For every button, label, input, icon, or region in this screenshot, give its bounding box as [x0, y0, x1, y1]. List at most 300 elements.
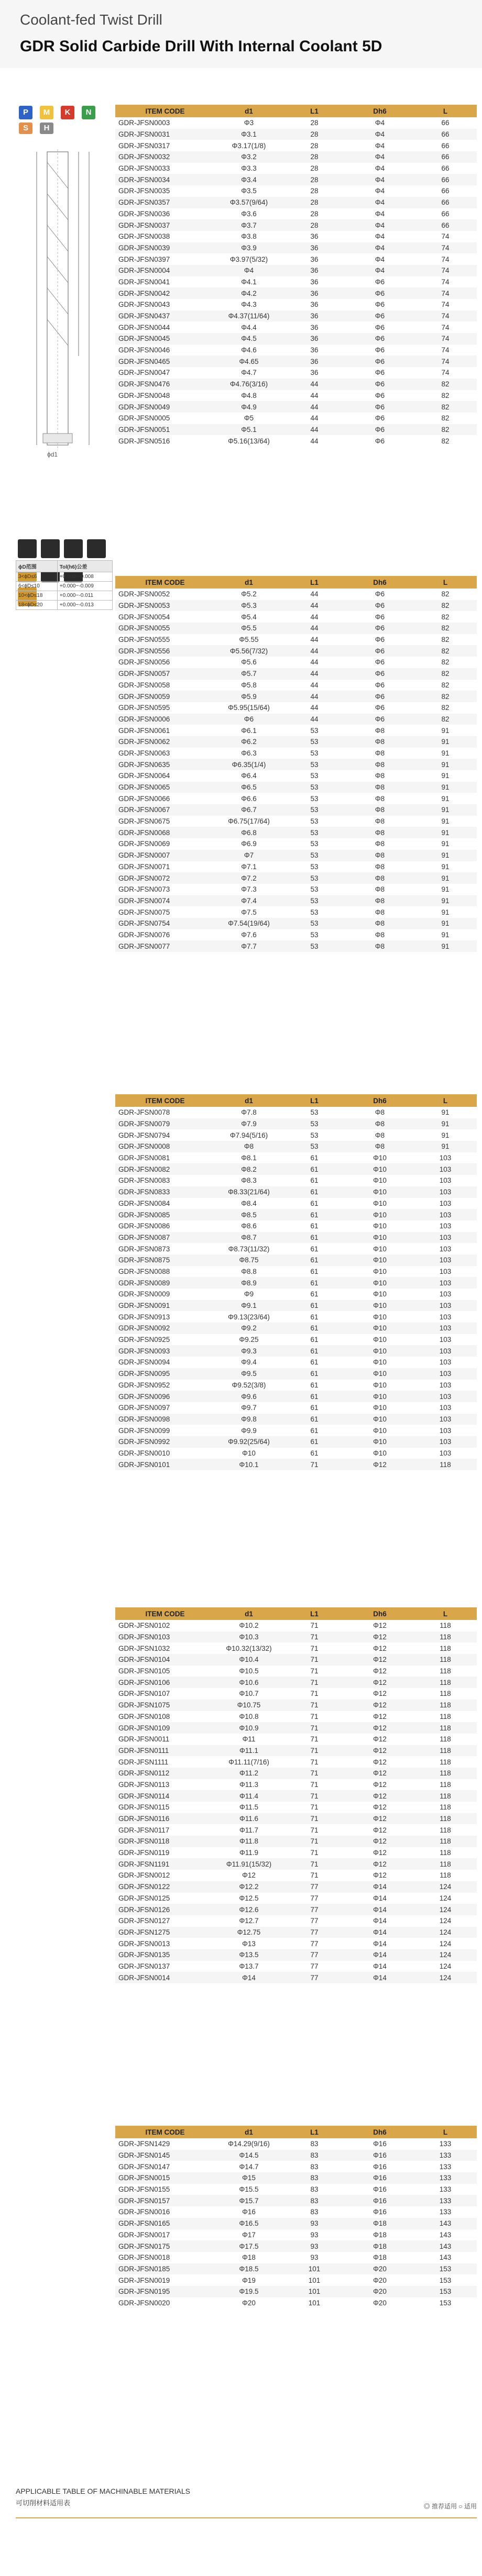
dh6-cell: Φ20 — [346, 2263, 414, 2275]
item-code-cell: GDR-JFSN0034 — [115, 174, 215, 185]
dh6-cell: Φ6 — [346, 657, 414, 668]
d1-cell: Φ9.6 — [215, 1391, 283, 1402]
item-code-cell: GDR-JFSN0088 — [115, 1266, 215, 1278]
dh6-cell: Φ4 — [346, 242, 414, 254]
l1-cell: 44 — [283, 600, 346, 612]
item-code-cell: GDR-JFSN0476 — [115, 379, 215, 390]
d1-cell: Φ6.35(1/4) — [215, 759, 283, 770]
dh6-cell: Φ6 — [346, 413, 414, 424]
table-row — [115, 321, 477, 333]
item-code-cell: GDR-JFSN0014 — [115, 1972, 215, 1983]
l1-cell: 61 — [283, 1334, 346, 1346]
item-code-cell: GDR-JFSN0556 — [115, 645, 215, 657]
l-cell: 91 — [414, 759, 477, 770]
dh6-cell: Φ12 — [346, 1734, 414, 1745]
d1-cell: Φ17 — [215, 2229, 283, 2241]
d1-cell: Φ6.3 — [215, 748, 283, 759]
l-cell: 118 — [414, 1654, 477, 1665]
dh6-cell: Φ10 — [346, 1209, 414, 1220]
dh6-cell: Φ4 — [346, 231, 414, 242]
l1-cell: 61 — [283, 1232, 346, 1243]
dh6-cell: Φ6 — [346, 611, 414, 623]
d1-cell: Φ4.1 — [215, 276, 283, 288]
l-cell: 118 — [414, 1836, 477, 1847]
item-code-cell: GDR-JFSN0011 — [115, 1734, 215, 1745]
dh6-cell: Φ10 — [346, 1334, 414, 1346]
item-code-cell: GDR-JFSN0754 — [115, 918, 215, 929]
l-cell: 74 — [414, 299, 477, 310]
table-row — [115, 1802, 477, 1813]
item-code-cell: GDR-JFSN1275 — [115, 1927, 215, 1938]
item-code-cell: GDR-JFSN0032 — [115, 151, 215, 163]
l-cell: 91 — [414, 816, 477, 827]
table-row — [115, 1220, 477, 1232]
d1-cell: Φ6.6 — [215, 793, 283, 804]
l-cell: 118 — [414, 1620, 477, 1631]
table-header-row — [115, 576, 477, 589]
table-row — [115, 1436, 477, 1448]
d1-cell: Φ5.8 — [215, 680, 283, 691]
d1-cell: Φ5.9 — [215, 691, 283, 702]
table-row — [115, 1129, 477, 1141]
dh6-cell: Φ8 — [346, 906, 414, 918]
tolerance-cell: +0.000~-0.008 — [57, 572, 112, 582]
table-row — [115, 782, 477, 793]
table-row — [115, 1654, 477, 1665]
table-row — [115, 1402, 477, 1414]
l1-cell: 36 — [283, 299, 346, 310]
l-cell: 103 — [414, 1436, 477, 1448]
d1-cell: Φ12.2 — [215, 1881, 283, 1893]
d1-cell: Φ11.8 — [215, 1836, 283, 1847]
dh6-cell: Φ12 — [346, 1779, 414, 1791]
d1-cell: Φ6.9 — [215, 838, 283, 850]
d1-cell: Φ7.7 — [215, 940, 283, 952]
dh6-cell: Φ6 — [346, 367, 414, 379]
l-cell: 133 — [414, 2172, 477, 2184]
item-code-cell: GDR-JFSN0016 — [115, 2206, 215, 2218]
item-code-cell: GDR-JFSN0097 — [115, 1402, 215, 1414]
item-code-cell: GDR-JFSN0094 — [115, 1357, 215, 1368]
column-header: L — [414, 576, 477, 589]
d1-cell: Φ4 — [215, 265, 283, 276]
item-code-cell: GDR-JFSN0104 — [115, 1654, 215, 1665]
dh6-cell: Φ18 — [346, 2252, 414, 2263]
l-cell: 118 — [414, 1700, 477, 1711]
table-row — [115, 265, 477, 276]
l1-cell: 77 — [283, 1927, 346, 1938]
table-row — [115, 657, 477, 668]
d1-cell: Φ16.5 — [215, 2218, 283, 2229]
dh6-cell: Φ6 — [346, 600, 414, 612]
table-row — [115, 1938, 477, 1949]
table-row — [115, 413, 477, 424]
table-row — [115, 759, 477, 770]
l1-cell: 53 — [283, 850, 346, 861]
material-n-icon: N — [82, 106, 95, 119]
table-row — [115, 1300, 477, 1312]
l1-cell: 61 — [283, 1243, 346, 1254]
l1-cell: 61 — [283, 1289, 346, 1300]
l-cell: 74 — [414, 333, 477, 345]
d1-cell: Φ5.95(15/64) — [215, 702, 283, 714]
tolerance-cell: 6<ϕD≤10 — [16, 582, 58, 591]
item-code-cell: GDR-JFSN0437 — [115, 310, 215, 322]
item-code-cell: GDR-JFSN0005 — [115, 413, 215, 424]
d1-cell: Φ8 — [215, 1141, 283, 1152]
item-code-cell: GDR-JFSN0675 — [115, 816, 215, 827]
d1-cell: Φ4.4 — [215, 321, 283, 333]
column-header: L1 — [283, 105, 346, 117]
d1-cell: Φ4.37(11/64) — [215, 310, 283, 322]
dh6-cell: Φ10 — [346, 1277, 414, 1289]
l1-cell: 71 — [283, 1870, 346, 1881]
l-cell: 124 — [414, 1961, 477, 1972]
d1-cell: Φ14.7 — [215, 2161, 283, 2172]
l1-cell: 36 — [283, 367, 346, 379]
d1-cell: Φ3.9 — [215, 242, 283, 254]
item-code-cell: GDR-JFSN0013 — [115, 1938, 215, 1949]
dh6-cell: Φ14 — [346, 1961, 414, 1972]
l-cell: 66 — [414, 197, 477, 208]
l-cell: 153 — [414, 2297, 477, 2309]
d1-cell: Φ9.92(25/64) — [215, 1436, 283, 1448]
item-code-cell: GDR-JFSN0195 — [115, 2286, 215, 2297]
table-row — [115, 1266, 477, 1278]
dh6-cell: Φ10 — [346, 1414, 414, 1425]
d1-cell: Φ19 — [215, 2274, 283, 2286]
tolerance-row — [16, 591, 113, 601]
dh6-cell: Φ8 — [346, 827, 414, 838]
column-header: L1 — [283, 576, 346, 589]
d1-cell: Φ10.6 — [215, 1676, 283, 1688]
item-code-cell: GDR-JFSN0041 — [115, 276, 215, 288]
d1-cell: Φ11.3 — [215, 1779, 283, 1791]
d1-cell: Φ5.56(7/32) — [215, 645, 283, 657]
dh6-cell: Φ8 — [346, 861, 414, 873]
d1-cell: Φ8.4 — [215, 1198, 283, 1209]
dh6-cell: Φ8 — [346, 895, 414, 907]
dh6-cell: Φ12 — [346, 1858, 414, 1870]
d1-cell: Φ3.57(9/64) — [215, 197, 283, 208]
d1-cell: Φ8.9 — [215, 1277, 283, 1289]
dh6-cell: Φ10 — [346, 1368, 414, 1380]
dh6-cell: Φ8 — [346, 793, 414, 804]
dh6-cell: Φ6 — [346, 299, 414, 310]
l-cell: 118 — [414, 1870, 477, 1881]
l-cell: 118 — [414, 1734, 477, 1745]
dh6-cell: Φ10 — [346, 1243, 414, 1254]
item-code-cell: GDR-JFSN0058 — [115, 680, 215, 691]
item-code-cell: GDR-JFSN0045 — [115, 333, 215, 345]
dh6-cell: Φ6 — [346, 645, 414, 657]
l1-cell: 83 — [283, 2150, 346, 2161]
d1-cell: Φ14.5 — [215, 2150, 283, 2161]
dh6-cell: Φ12 — [346, 1620, 414, 1631]
l-cell: 103 — [414, 1186, 477, 1198]
table-row — [115, 770, 477, 782]
d1-cell: Φ9.2 — [215, 1323, 283, 1334]
dh6-cell: Φ12 — [346, 1665, 414, 1677]
l-cell: 66 — [414, 140, 477, 151]
table-row — [115, 1311, 477, 1323]
d1-cell: Φ3.1 — [215, 129, 283, 140]
dh6-cell: Φ8 — [346, 816, 414, 827]
item-code-cell: GDR-JFSN0105 — [115, 1665, 215, 1677]
d1-cell: Φ6.2 — [215, 736, 283, 748]
item-code-cell: GDR-JFSN0067 — [115, 804, 215, 816]
d1-cell: Φ8.3 — [215, 1175, 283, 1186]
l-cell: 82 — [414, 645, 477, 657]
l-cell: 118 — [414, 1790, 477, 1802]
l-cell: 91 — [414, 1118, 477, 1130]
d1-cell: Φ7.94(5/16) — [215, 1129, 283, 1141]
d1-cell: Φ5.2 — [215, 589, 283, 600]
item-code-cell: GDR-JFSN0062 — [115, 736, 215, 748]
l1-cell: 77 — [283, 1949, 346, 1961]
l-cell: 103 — [414, 1254, 477, 1266]
item-code-cell: GDR-JFSN0033 — [115, 163, 215, 174]
table-row — [115, 1642, 477, 1654]
l-cell: 91 — [414, 782, 477, 793]
table-row — [115, 838, 477, 850]
table-row — [115, 725, 477, 736]
dh6-cell: Φ12 — [346, 1790, 414, 1802]
item-code-cell: GDR-JFSN0009 — [115, 1289, 215, 1300]
dh6-cell: Φ6 — [346, 691, 414, 702]
dh6-cell: Φ10 — [346, 1402, 414, 1414]
l-cell: 103 — [414, 1266, 477, 1278]
page-subtitle: Coolant-fed Twist Drill — [20, 12, 162, 28]
l-cell: 91 — [414, 940, 477, 952]
l1-cell: 53 — [283, 929, 346, 941]
l1-cell: 61 — [283, 1380, 346, 1391]
l1-cell: 61 — [283, 1175, 346, 1186]
l1-cell: 61 — [283, 1368, 346, 1380]
table-row — [115, 1368, 477, 1380]
d1-cell: Φ7 — [215, 850, 283, 861]
d1-cell: Φ8.2 — [215, 1163, 283, 1175]
l1-cell: 44 — [283, 702, 346, 714]
l1-cell: 83 — [283, 2172, 346, 2184]
l1-cell: 53 — [283, 782, 346, 793]
l1-cell: 44 — [283, 413, 346, 424]
column-header: d1 — [215, 2126, 283, 2138]
dh6-cell: Φ10 — [346, 1198, 414, 1209]
d1-cell: Φ3 — [215, 117, 283, 129]
item-code-cell: GDR-JFSN0122 — [115, 1881, 215, 1893]
drill-caption: ϕd1 — [47, 451, 58, 458]
d1-cell: Φ5.1 — [215, 424, 283, 436]
item-code-cell: GDR-JFSN0085 — [115, 1209, 215, 1220]
item-code-cell: GDR-JFSN0008 — [115, 1141, 215, 1152]
table-row — [115, 1700, 477, 1711]
d1-cell: Φ11.1 — [215, 1745, 283, 1757]
item-code-cell: GDR-JFSN0065 — [115, 782, 215, 793]
l-cell: 103 — [414, 1152, 477, 1164]
d1-cell: Φ6.4 — [215, 770, 283, 782]
dh6-cell: Φ4 — [346, 163, 414, 174]
item-code-cell: GDR-JFSN0056 — [115, 657, 215, 668]
l-cell: 103 — [414, 1345, 477, 1357]
d1-cell: Φ12 — [215, 1870, 283, 1881]
l1-cell: 53 — [283, 827, 346, 838]
d1-cell: Φ7.8 — [215, 1107, 283, 1118]
l-cell: 118 — [414, 1631, 477, 1643]
column-header: L1 — [283, 1607, 346, 1620]
l1-cell: 61 — [283, 1186, 346, 1198]
dh6-cell: Φ16 — [346, 2138, 414, 2150]
d1-cell: Φ5.6 — [215, 657, 283, 668]
l1-cell: 71 — [283, 1722, 346, 1734]
l1-cell: 61 — [283, 1414, 346, 1425]
l-cell: 118 — [414, 1768, 477, 1779]
dh6-cell: Φ16 — [346, 2172, 414, 2184]
l1-cell: 53 — [283, 906, 346, 918]
item-code-cell: GDR-JFSN0116 — [115, 1813, 215, 1825]
item-code-cell: GDR-JFSN0055 — [115, 623, 215, 634]
d1-cell: Φ15.5 — [215, 2184, 283, 2195]
l-cell: 153 — [414, 2286, 477, 2297]
tolerance-header-cell: ϕD范围 — [16, 561, 58, 572]
table-row — [115, 1665, 477, 1677]
l1-cell: 61 — [283, 1311, 346, 1323]
l1-cell: 61 — [283, 1277, 346, 1289]
column-header: L — [414, 2126, 477, 2138]
legend-subtitle: 可切削材料适用表 — [16, 2499, 71, 2507]
item-code-cell: GDR-JFSN0078 — [115, 1107, 215, 1118]
column-header: ITEM CODE — [115, 105, 215, 117]
drill-outline-icon — [37, 149, 89, 450]
l1-cell: 28 — [283, 117, 346, 129]
l1-cell: 61 — [283, 1425, 346, 1436]
l1-cell: 71 — [283, 1836, 346, 1847]
table-row — [115, 895, 477, 907]
table-row — [115, 680, 477, 691]
dh6-cell: Φ6 — [346, 668, 414, 680]
table-row — [115, 2184, 477, 2195]
dh6-cell: Φ8 — [346, 940, 414, 952]
item-code-cell: GDR-JFSN0031 — [115, 129, 215, 140]
d1-cell: Φ11.2 — [215, 1768, 283, 1779]
l1-cell: 53 — [283, 940, 346, 952]
item-code-cell: GDR-JFSN0044 — [115, 321, 215, 333]
l1-cell: 53 — [283, 816, 346, 827]
item-code-cell: GDR-JFSN0137 — [115, 1961, 215, 1972]
column-header: Dh6 — [346, 1094, 414, 1107]
dh6-cell: Φ6 — [346, 702, 414, 714]
l1-cell: 101 — [283, 2297, 346, 2309]
d1-cell: Φ8.8 — [215, 1266, 283, 1278]
l1-cell: 61 — [283, 1266, 346, 1278]
dh6-cell: Φ8 — [346, 850, 414, 861]
dh6-cell: Φ4 — [346, 151, 414, 163]
item-code-cell: GDR-JFSN0089 — [115, 1277, 215, 1289]
item-code-cell: GDR-JFSN0061 — [115, 725, 215, 736]
item-code-cell: GDR-JFSN0083 — [115, 1175, 215, 1186]
l1-cell: 53 — [283, 804, 346, 816]
table-row — [115, 2195, 477, 2206]
table-row — [115, 242, 477, 254]
table-row — [115, 185, 477, 197]
table-row — [115, 333, 477, 345]
l-cell: 124 — [414, 1949, 477, 1961]
l1-cell: 77 — [283, 1915, 346, 1927]
dh6-cell: Φ8 — [346, 725, 414, 736]
l-cell: 103 — [414, 1425, 477, 1436]
dh6-cell: Φ6 — [346, 680, 414, 691]
dh6-cell: Φ4 — [346, 185, 414, 197]
d1-cell: Φ12.5 — [215, 1893, 283, 1904]
table-row — [115, 1186, 477, 1198]
l1-cell: 71 — [283, 1813, 346, 1825]
flute-feature-icon — [87, 539, 106, 558]
l-cell: 74 — [414, 287, 477, 299]
item-code-cell: GDR-JFSN0081 — [115, 1152, 215, 1164]
d1-cell: Φ3.6 — [215, 208, 283, 220]
dh6-cell: Φ18 — [346, 2229, 414, 2241]
item-code-cell: GDR-JFSN0114 — [115, 1790, 215, 1802]
l1-cell: 61 — [283, 1300, 346, 1312]
l1-cell: 71 — [283, 1745, 346, 1757]
l1-cell: 36 — [283, 333, 346, 345]
l1-cell: 61 — [283, 1402, 346, 1414]
l-cell: 66 — [414, 174, 477, 185]
dh6-cell: Φ8 — [346, 782, 414, 793]
l1-cell: 44 — [283, 691, 346, 702]
l-cell: 124 — [414, 1938, 477, 1949]
l1-cell: 53 — [283, 725, 346, 736]
l-cell: 103 — [414, 1175, 477, 1186]
item-code-cell: GDR-JFSN0118 — [115, 1836, 215, 1847]
l-cell: 66 — [414, 219, 477, 231]
l-cell: 103 — [414, 1277, 477, 1289]
l-cell: 103 — [414, 1414, 477, 1425]
column-header: Dh6 — [346, 105, 414, 117]
dh6-cell: Φ14 — [346, 1938, 414, 1949]
d1-cell: Φ9.4 — [215, 1357, 283, 1368]
spec-table-block-2 — [115, 576, 477, 952]
table-row — [115, 850, 477, 861]
dh6-cell: Φ14 — [346, 1915, 414, 1927]
spec-table — [115, 2126, 477, 2308]
d1-cell: Φ7.1 — [215, 861, 283, 873]
l1-cell: 53 — [283, 736, 346, 748]
item-code-cell: GDR-JFSN0135 — [115, 1949, 215, 1961]
table-row — [115, 2218, 477, 2229]
l1-cell: 61 — [283, 1436, 346, 1448]
dh6-cell: Φ8 — [346, 1141, 414, 1152]
table-row — [115, 1847, 477, 1859]
l1-cell: 28 — [283, 208, 346, 220]
dh6-cell: Φ16 — [346, 2150, 414, 2161]
l-cell: 118 — [414, 1847, 477, 1859]
l-cell: 118 — [414, 1665, 477, 1677]
d1-cell: Φ8.33(21/64) — [215, 1186, 283, 1198]
item-code-cell: GDR-JFSN0007 — [115, 850, 215, 861]
l1-cell: 28 — [283, 163, 346, 174]
l1-cell: 71 — [283, 1802, 346, 1813]
d1-cell: Φ10.9 — [215, 1722, 283, 1734]
item-code-cell: GDR-JFSN0127 — [115, 1915, 215, 1927]
l-cell: 91 — [414, 793, 477, 804]
l1-cell: 71 — [283, 1711, 346, 1723]
spec-table — [115, 1607, 477, 1983]
d1-cell: Φ11.4 — [215, 1790, 283, 1802]
l1-cell: 61 — [283, 1345, 346, 1357]
item-code-cell: GDR-JFSN1032 — [115, 1642, 215, 1654]
page-title: GDR Solid Carbide Drill With Internal Coolant 5D — [20, 38, 382, 55]
